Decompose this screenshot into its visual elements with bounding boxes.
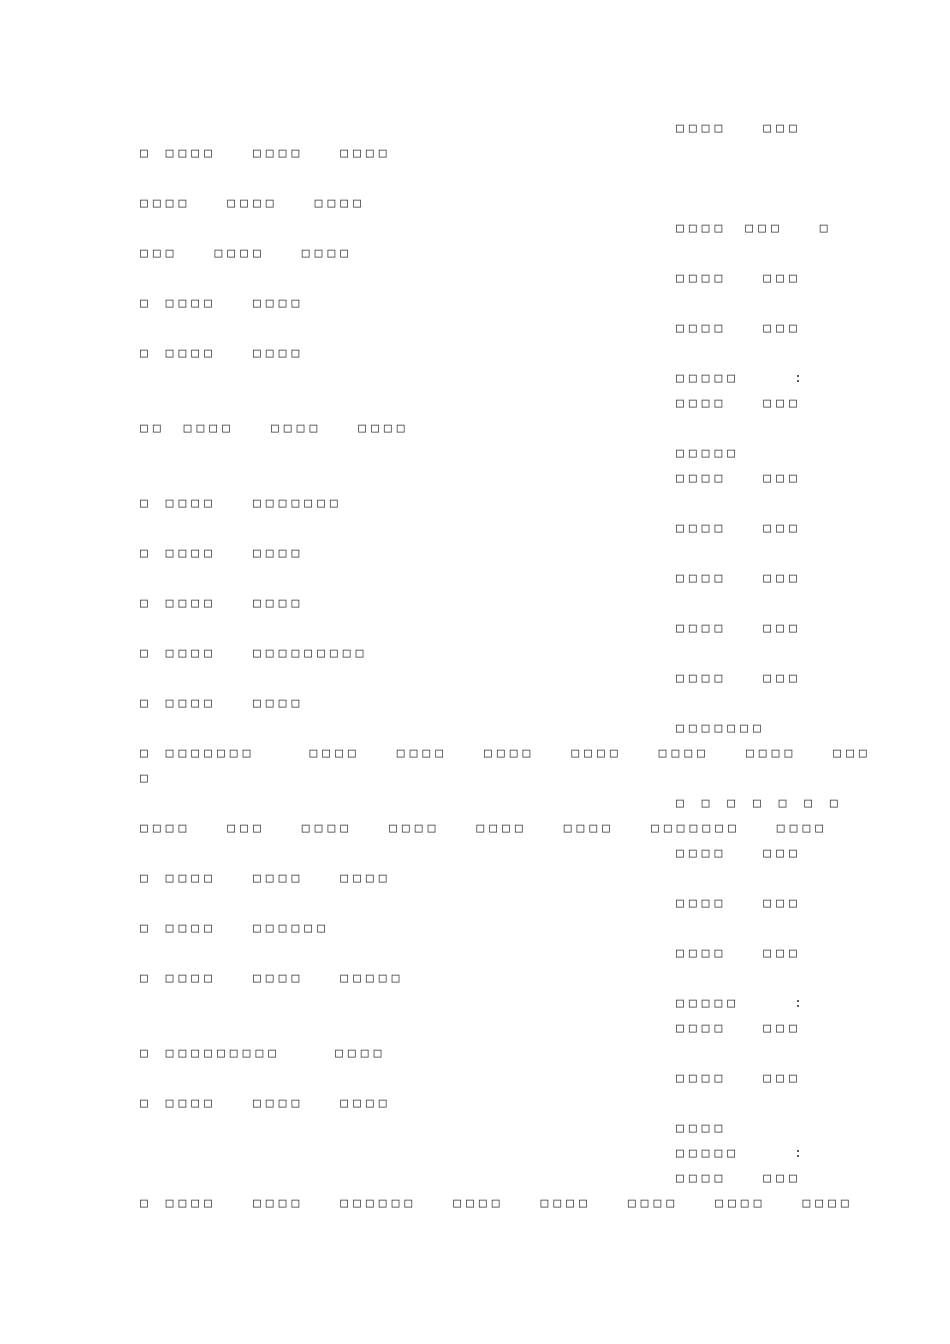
text-line: □□□□ □□□: [676, 1071, 802, 1086]
text-line: □□□□ □□□: [676, 321, 802, 336]
text-line: □ □□□□ □□□□□□□□□: [140, 646, 369, 661]
text-line: □□□□ □□□: [676, 671, 802, 686]
text-line: □ □□□□ □□□□ □□□□□□ □□□□ □□□□ □□□□ □□□□ □□□□: [140, 1196, 854, 1211]
text-line: □□□□ □□□: [676, 621, 802, 636]
text-line: □□□□□□□: [676, 721, 766, 736]
text-line: □ □□□□ □□□□□□□: [140, 496, 343, 511]
text-line: □ □□□□ □□□□ □□□□: [140, 1096, 392, 1111]
text-line: □□□□ □□□: [676, 396, 802, 411]
text-line: □□□□□: [676, 446, 741, 461]
text-line: □□□□ □□□: [676, 1171, 802, 1186]
text-line: □ □□□□ □□□□: [140, 546, 305, 561]
text-line: □□□□ □□□: [676, 571, 802, 586]
text-line: □□□□□ :: [676, 1146, 807, 1161]
text-line: □□□□ □□□□ □□□□: [140, 196, 366, 211]
text-line: □□□□: [676, 1121, 728, 1136]
text-line: □□□□ □□□: [676, 946, 802, 961]
text-line: □ □□□□ □□□□ □□□□: [140, 146, 392, 161]
text-line: □ □□□□ □□□□: [140, 696, 305, 711]
text-line: □□□□□ :: [676, 371, 807, 386]
text-line: □ □□□□ □□□□: [140, 296, 305, 311]
text-line: □ □□□□ □□□□ □□□□: [140, 871, 392, 886]
text-line: □□□□ □□□: [676, 521, 802, 536]
text-line: □□□□ □□□: [676, 471, 802, 486]
text-line: □ □□□□ □□□□: [140, 596, 305, 611]
text-line: □□□□ □□□: [676, 846, 802, 861]
text-line: □□□□ □□□: [676, 1021, 802, 1036]
text-line: □□□□ □□□: [676, 896, 802, 911]
text-line: □□□□ □□□: [676, 271, 802, 286]
text-line: □ □□□□□□□□□ □□□□: [140, 1046, 387, 1061]
text-line: □□□□ □□□: [676, 121, 802, 136]
text-line: □ □□□□□□□ □□□□ □□□□ □□□□ □□□□ □□□□ □□□□ □□□: [140, 746, 872, 761]
text-line: □□□□□ :: [676, 996, 807, 1011]
text-line: □□□□ □□□ □: [676, 221, 833, 236]
text-line: □ □ □ □ □ □ □: [676, 796, 843, 811]
text-line: □: [140, 771, 153, 786]
text-line: □□□ □□□□ □□□□: [140, 246, 354, 261]
text-line: □□□□ □□□ □□□□ □□□□ □□□□ □□□□ □□□□□□□ □□□□: [140, 821, 829, 836]
text-line: □□ □□□□ □□□□ □□□□: [140, 421, 410, 436]
text-line: □ □□□□ □□□□ □□□□□: [140, 971, 405, 986]
text-line: □ □□□□ □□□□: [140, 346, 305, 361]
text-line: □ □□□□ □□□□□□: [140, 921, 330, 936]
